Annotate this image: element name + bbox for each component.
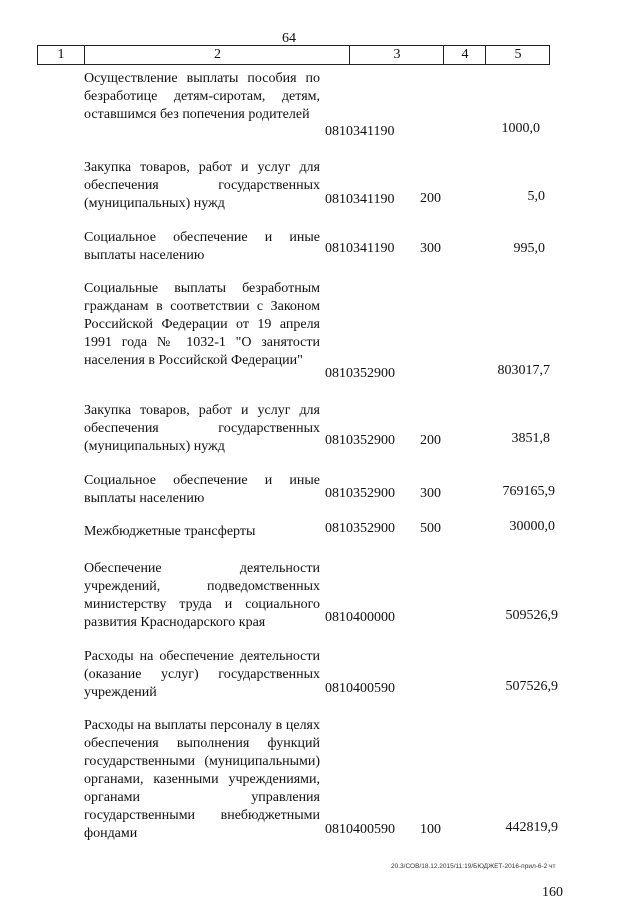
document-footer-code: 20.3/СОВ/18.12.2015/11:19/БЮДЖЕТ-2016-прил-6-2 чт: [391, 863, 556, 870]
row-code: 0810352900: [325, 521, 395, 536]
row-amount: 509526,9: [505, 608, 558, 623]
row-amount: 3851,8: [511, 431, 550, 446]
row-expense-type: 300: [420, 241, 441, 256]
table-header: [37, 45, 550, 65]
row-expense-type: 300: [420, 486, 441, 501]
row-expense-type: 100: [420, 822, 441, 837]
row-code: 0810400590: [325, 681, 395, 696]
row-code: 0810352900: [325, 366, 395, 381]
row-description: Социальное обеспечение и иные выплаты населению: [84, 230, 320, 263]
row-amount: 5,0: [527, 189, 545, 204]
row-amount: 442819,9: [505, 820, 558, 835]
row-code: 0810400590: [325, 822, 395, 837]
row-amount: 769165,9: [502, 484, 555, 499]
sheet-number: 160: [542, 885, 563, 900]
header-col-2: 2: [84, 46, 350, 64]
row-description: Социальное обеспечение и иные выплаты населению: [84, 473, 320, 506]
row-description: Расходы на обеспечение деятельности (оказание услуг) государственных учреждений: [84, 649, 320, 700]
row-amount: 30000,0: [509, 519, 555, 534]
row-expense-type: 200: [420, 433, 441, 448]
row-code: 0810352900: [325, 433, 395, 448]
header-col-1: 1: [57, 47, 65, 62]
page-number: 64: [282, 31, 296, 46]
row-code: 0810341190: [325, 124, 395, 139]
row-description: Закупка товаров, работ и услуг для обеспечения государственных (муниципальных) нужд: [84, 160, 320, 211]
row-amount: 803017,7: [497, 363, 550, 378]
header-col-3: 3: [349, 46, 444, 64]
header-col-5: 5: [485, 46, 550, 64]
row-amount: 1000,0: [501, 121, 540, 136]
row-expense-type: 200: [420, 191, 441, 206]
row-code: 0810400000: [325, 610, 395, 625]
row-amount: 507526,9: [505, 679, 558, 694]
row-description: Социальные выплаты безработным гражданам в соответствии с Законом Российской Федерации от 19 апреля 1991 года № 1032-1 "О занятости населения в Российской Федерации": [84, 281, 320, 368]
row-description: Закупка товаров, работ и услуг для обеспечения государственных (муниципальных) нужд: [84, 403, 320, 454]
row-code: 0810352900: [325, 486, 395, 501]
row-description: Расходы на выплаты персоналу в целях обеспечения выполнения функций государственными (муниципальными) органами, казенными учреждениями, органами управления государственными внебюджетными фондами: [84, 718, 320, 841]
header-col-4: 4: [443, 46, 486, 64]
row-code: 0810341190: [325, 192, 395, 207]
row-code: 0810341190: [325, 241, 395, 256]
row-description: Обеспечение деятельности учреждений, подведомственных министерству труда и социального развития Краснодарского края: [84, 561, 320, 630]
row-description: Межбюджетные трансферты: [84, 524, 256, 539]
row-description: Осуществление выплаты пособия по безработице детям-сиротам, детям, оставшимся без попечения родителей: [84, 71, 320, 122]
row-amount: 995,0: [513, 241, 545, 256]
row-expense-type: 500: [420, 521, 441, 536]
